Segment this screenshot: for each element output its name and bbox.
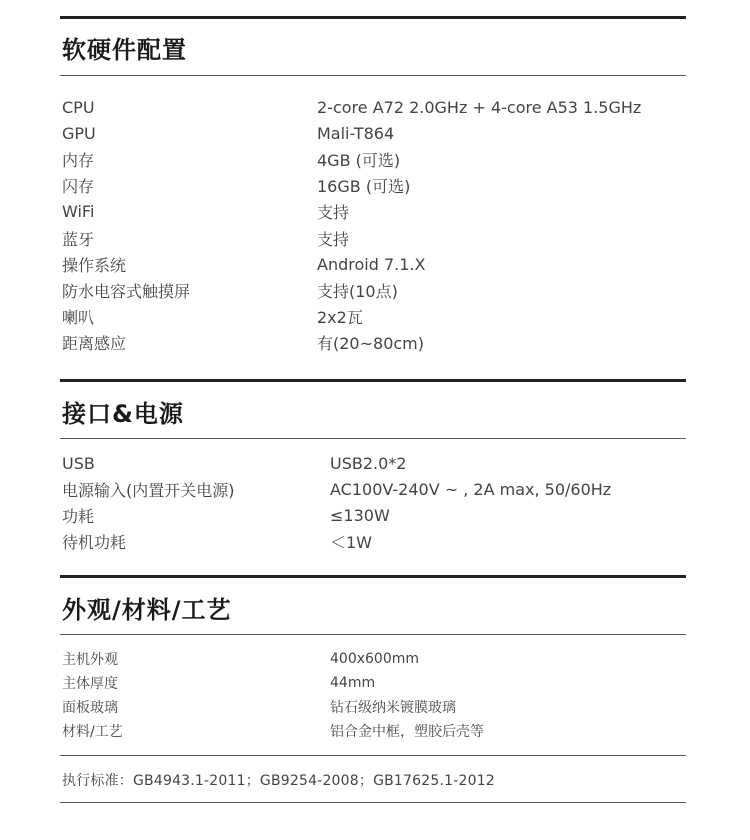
spec-value: 2-core A72 2.0GHz + 4-core A53 1.5GHz: [317, 97, 642, 117]
spec-value: Mali-T864: [317, 123, 395, 143]
section-divider: [60, 755, 686, 756]
spec-table-interface-power: [62, 450, 686, 555]
spec-label: 材料/工艺: [62, 724, 123, 740]
spec-label: 喇叭: [62, 308, 95, 328]
spec-table-appearance: [62, 647, 686, 743]
spec-value: USB2.0*2: [330, 453, 407, 473]
section-divider: [60, 75, 686, 76]
spec-row: [62, 529, 686, 555]
spec-row: [62, 476, 686, 502]
section-title-appearance: 外观/材料/工艺: [62, 596, 232, 624]
spec-row: [62, 304, 686, 330]
spec-label: 蓝牙: [62, 229, 95, 249]
spec-row: [62, 199, 686, 225]
spec-label: 操作系统: [62, 255, 127, 275]
spec-value: 400x600mm: [330, 651, 420, 667]
spec-row: [62, 94, 686, 120]
spec-value: 支持(10点): [317, 281, 398, 301]
spec-value: Android 7.1.X: [317, 254, 426, 274]
spec-row: [62, 277, 686, 303]
section-divider: [60, 575, 686, 578]
spec-value: AC100V-240V ~ , 2A max, 50/60Hz: [330, 479, 612, 499]
spec-value: 钻石级纳米镀膜玻璃: [330, 700, 456, 716]
spec-label: 待机功耗: [62, 533, 127, 553]
spec-value: 铝合金中框，塑胶后壳等: [330, 724, 484, 740]
spec-value: ≤130W: [330, 505, 390, 525]
spec-label: 主机外观: [62, 652, 118, 668]
spec-row: [62, 450, 686, 476]
section-title-interface-power: 接口&电源: [62, 400, 184, 428]
spec-value: 2x2瓦: [317, 308, 363, 328]
spec-value: 有(20~80cm): [317, 334, 424, 354]
spec-row: [62, 146, 686, 172]
spec-row: [62, 251, 686, 277]
spec-value: 支持: [317, 203, 350, 223]
spec-row: [62, 120, 686, 146]
spec-label: 防水电容式触摸屏: [62, 281, 191, 301]
spec-row: [62, 502, 686, 528]
section-divider: [60, 16, 686, 19]
spec-label: 功耗: [62, 506, 95, 526]
spec-value: ＜1W: [330, 533, 373, 553]
spec-row: [62, 695, 686, 719]
spec-label: WiFi: [62, 202, 95, 222]
spec-label: 面板玻璃: [62, 700, 118, 716]
section-divider: [60, 802, 686, 803]
section-divider: [60, 634, 686, 635]
spec-label: GPU: [62, 123, 96, 143]
standards-footer: 执行标准：GB4943.1-2011；GB9254-2008；GB17625.1-2012: [62, 773, 495, 789]
spec-value: 4GB (可选): [317, 150, 401, 170]
spec-row: [62, 647, 686, 671]
spec-label: 主体厚度: [62, 676, 118, 692]
spec-label: 距离感应: [62, 334, 127, 354]
spec-value: 16GB (可选): [317, 177, 411, 197]
spec-value: 支持: [317, 229, 350, 249]
section-divider: [60, 438, 686, 439]
spec-table-hardware: [62, 94, 686, 356]
spec-row: [62, 225, 686, 251]
spec-row: [62, 719, 686, 743]
section-title-hardware: 软硬件配置: [62, 36, 187, 64]
spec-label: 电源输入(内置开关电源): [62, 480, 235, 500]
spec-row: [62, 173, 686, 199]
spec-row: [62, 330, 686, 356]
spec-label: 内存: [62, 150, 95, 170]
spec-row: [62, 671, 686, 695]
section-divider: [60, 379, 686, 382]
spec-label: USB: [62, 453, 95, 473]
spec-label: 闪存: [62, 177, 95, 197]
spec-value: 44mm: [330, 675, 376, 691]
spec-label: CPU: [62, 97, 95, 117]
